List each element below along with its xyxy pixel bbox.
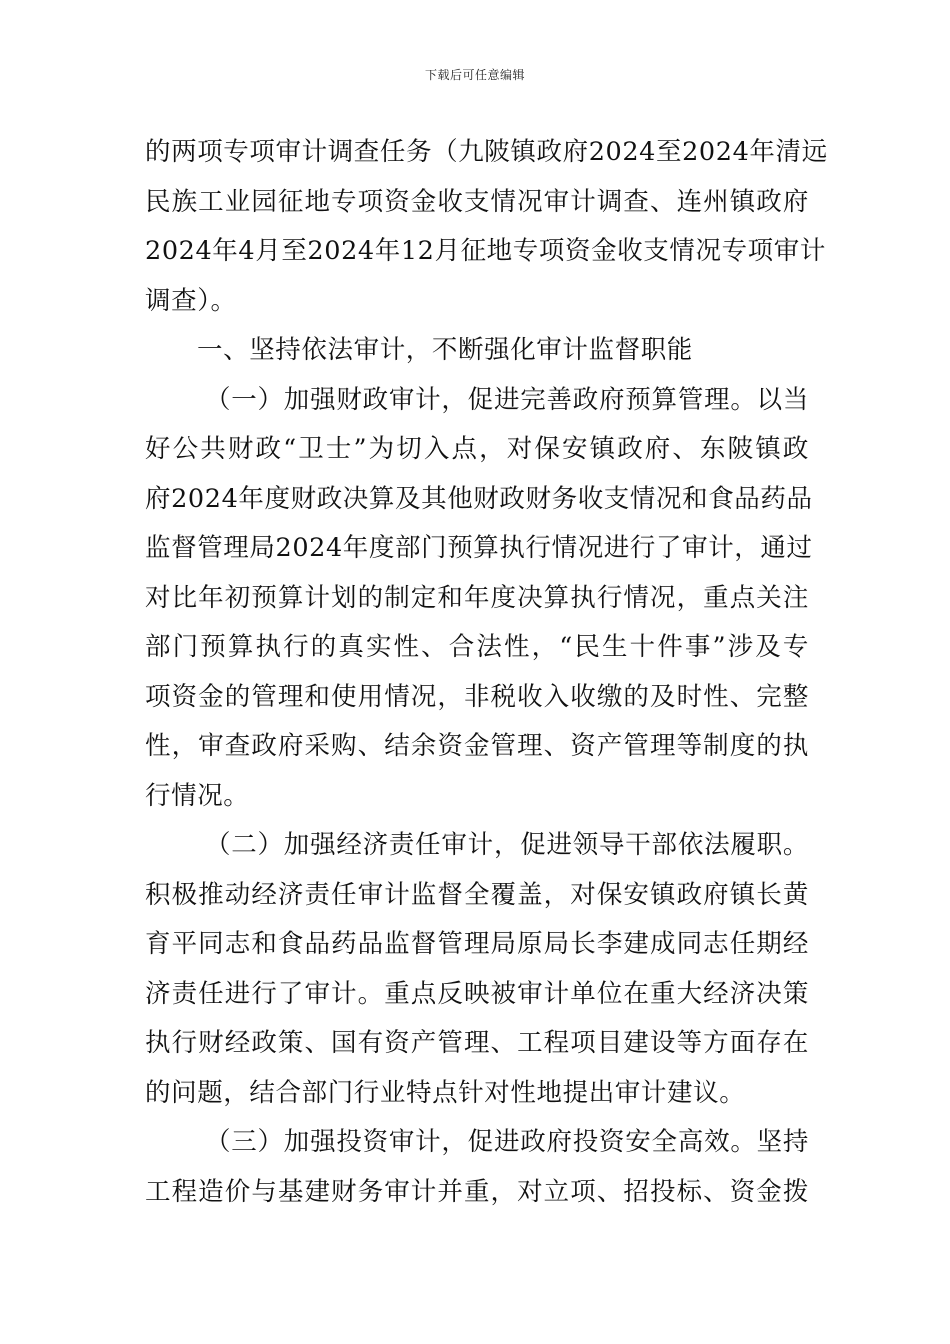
paragraph-line: （二）加强经济责任审计，促进领导干部依法履职。 [205,830,809,860]
paragraph-line: 的问题，结合部门行业特点针对性地提出审计建议。 [145,1077,746,1108]
paragraph-line: 民族工业园征地专项资金收支情况审计调查、连州镇政府 [145,186,809,217]
paragraph-line: 府2024年度财政决算及其他财政财务收支情况和食品药品 [145,483,813,514]
paragraph-line: （一）加强财政审计，促进完善政府预算管理。以当 [205,384,809,415]
paragraph-line: 监督管理局2024年度部门预算执行情况进行了审计，通过 [145,533,813,563]
paragraph-line: 积极推动经济责任审计监督全覆盖，对保安镇政府镇长黄 [145,879,809,910]
paragraph-line: 育平同志和食品药品监督管理局原局长李建成同志任期经 [145,929,809,959]
paragraph-line: 部门预算执行的真实性、合法性，“民生十件事”涉及专 [145,632,809,662]
paragraph-line: 行情况。 [145,780,250,811]
paragraph-line: 好公共财政“卫士”为切入点，对保安镇政府、东陂镇政 [145,434,809,464]
paragraph-line: 项资金的管理和使用情况，非税收入收缴的及时性、完整 [145,681,809,712]
paragraph-line: 执行财经政策、国有资产管理、工程项目建设等方面存在 [145,1028,809,1058]
paragraph-line: 的两项专项审计调查任务（九陂镇政府2024至2024年清远 [145,137,828,167]
paragraph-line: 2024年4月至2024年12月征地专项资金收支情况专项审计 [145,236,826,266]
paragraph-line: 调查）。 [145,285,237,316]
paragraph-line: 济责任进行了审计。重点反映被审计单位在重大经济决策 [145,978,809,1009]
paragraph-line: 对比年初预算计划的制定和年度决算执行情况，重点关注 [145,582,809,613]
paragraph-line: 工程造价与基建财务审计并重，对立项、招投标、资金拨 [145,1176,809,1207]
page-header: 下载后可任意编辑 [424,68,525,82]
section-heading: 一、坚持依法审计，不断强化审计监督职能 [197,335,693,365]
paragraph-line: （三）加强投资审计，促进政府投资安全高效。坚持 [205,1127,809,1157]
paragraph-line: 性，审查政府采购、结余资金管理、资产管理等制度的执 [145,731,809,761]
document-body [145,128,828,1217]
